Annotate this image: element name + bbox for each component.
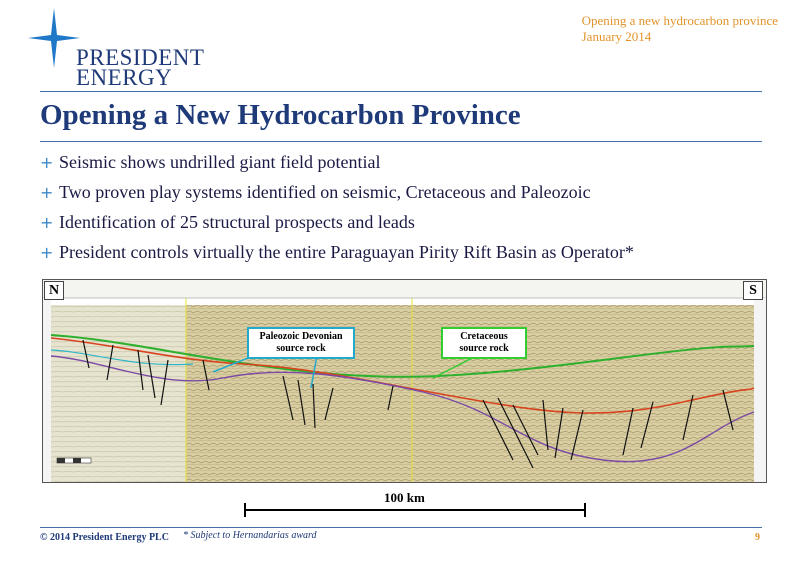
compass-star-icon [26,6,82,70]
plus-bullet-icon: + [40,213,54,232]
bullet-text: President controls virtually the entire Paraguayan Pirity Rift Basin as Operator* [59,242,634,262]
title-divider [40,141,762,142]
bullet-list [40,152,634,272]
top-divider [40,91,762,92]
header-info [582,13,778,45]
plus-bullet-icon: + [40,183,54,202]
bullet-text: Two proven play systems identified on seismic, Cretaceous and Paleozoic [59,182,591,202]
bullet-item [40,152,634,182]
header-date: January 2014 [581,29,652,44]
footer-divider [40,527,762,528]
logo-text-president: PRESIDENT [76,45,205,70]
footnote-text: * Subject to Hernandarias award [183,530,317,541]
copyright-text: © 2014 President Energy PLC [40,532,169,543]
cretaceous-callout: Cretaceous source rock [441,327,527,359]
plus-bullet-icon: + [40,153,54,172]
page-number: 9 [755,532,760,543]
scale-bar [244,509,586,511]
bullet-item [40,212,634,242]
company-logo [22,6,205,90]
logo-text-energy: ENERGY [76,65,173,90]
header-title: Opening a new hydrocarbon province [581,13,778,28]
south-label: S [743,281,763,300]
scale-label: 100 km [384,490,425,505]
slide-title: Opening a New Hydrocarbon Province [40,99,521,131]
seismic-section-image [42,279,767,483]
north-label: N [44,281,64,300]
bullet-text: Identification of 25 structural prospects and leads [59,212,415,232]
plus-bullet-icon: + [40,243,54,262]
seismic-profile-graphic [43,280,766,482]
bullet-item [40,242,634,272]
bullet-item [40,182,634,212]
bullet-text: Seismic shows undrilled giant field potential [59,152,381,172]
paleozoic-callout: Paleozoic Devonian source rock [247,327,355,359]
